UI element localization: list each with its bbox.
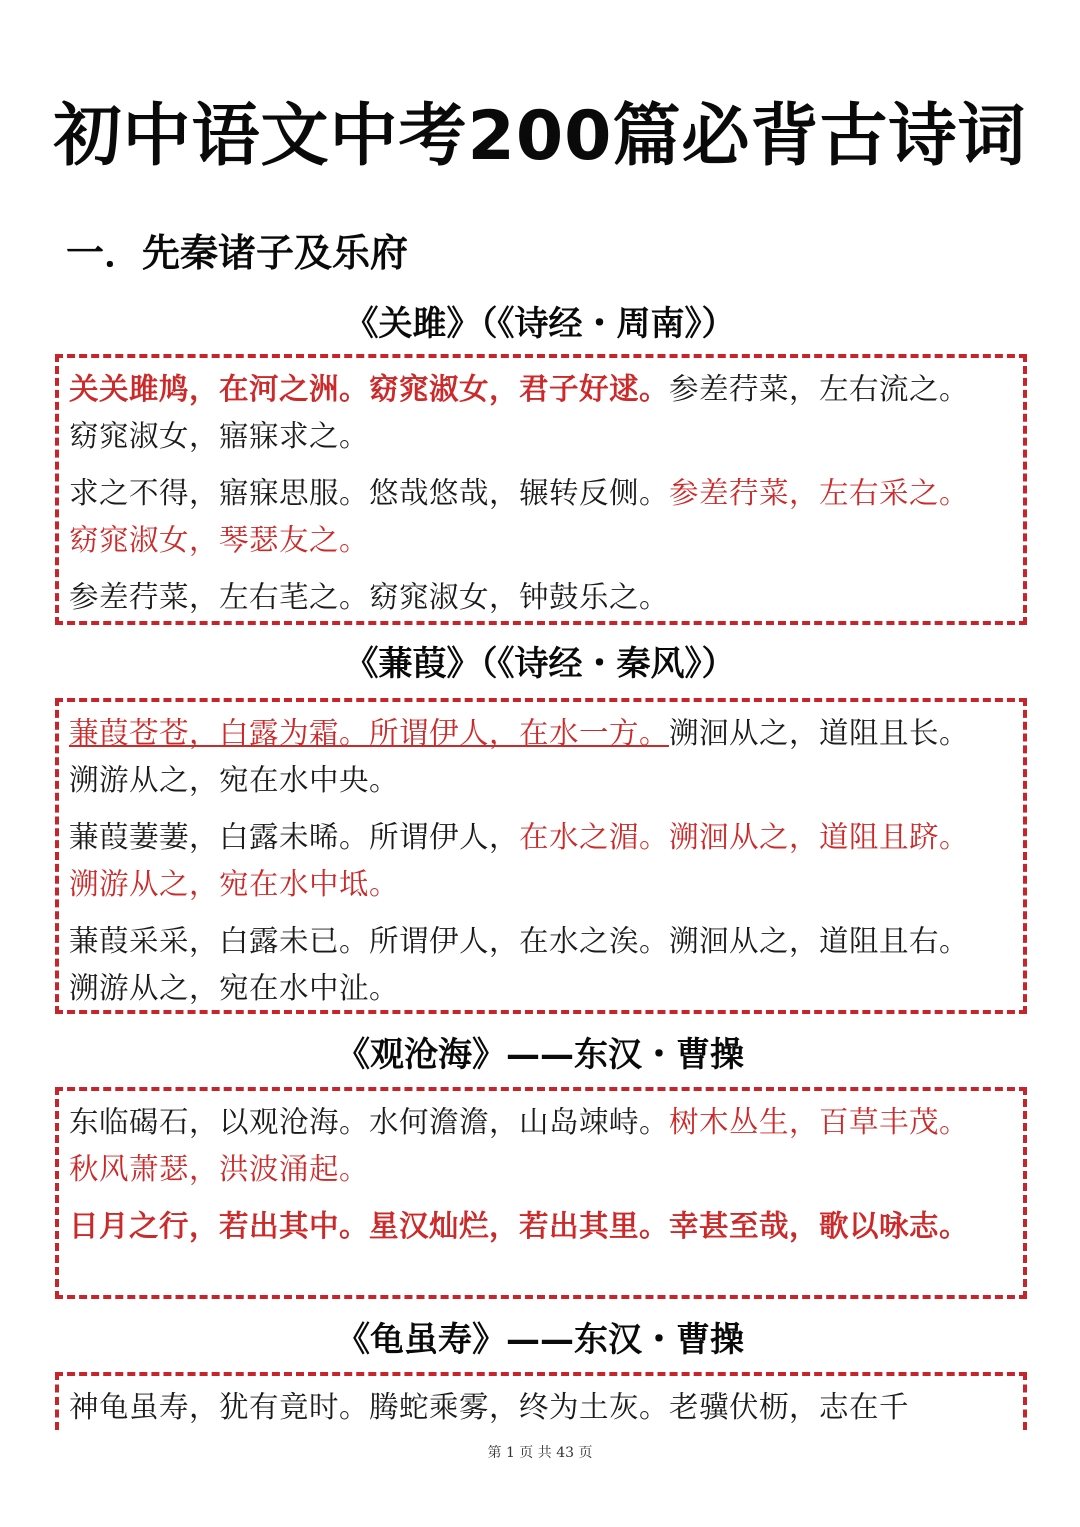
poem-paragraph xyxy=(69,814,983,908)
poem-paragraph xyxy=(69,470,983,564)
poem-line-underlined: 蒹葭苍苍，白露为霜。所谓伊人，在水一方。 xyxy=(69,716,670,750)
poem-heading-guisuishou: 《龟虽寿》——东汉・曹操 xyxy=(336,1320,744,1360)
poem-line: 求之不得，寤寐思服。悠哉悠哉，辗转反侧。 xyxy=(69,476,670,510)
poem-heading-guanju: 《关雎》（《诗经・周南》） xyxy=(344,304,736,344)
section-heading: 一．先秦诸子及乐府 xyxy=(66,231,409,275)
poem-line: 东临碣石，以观沧海。水何澹澹，山岛竦峙。 xyxy=(69,1105,670,1139)
poem-paragraph xyxy=(69,918,983,1012)
poem-line-highlight: 关关雎鸠，在河之洲。窈窕淑女，君子好逑。 xyxy=(69,372,670,406)
poem-paragraph xyxy=(69,1384,983,1430)
poem-line: 溯洄从之，道阻且长。溯游从之，宛在水中央。 xyxy=(69,716,970,797)
page-title: 初中语文中考200篇必背古诗词 xyxy=(53,97,1027,176)
poem-line-highlight: 参差荇菜，左右采之。窈窕淑女，琴瑟友之。 xyxy=(69,476,970,557)
poem-box-guanju xyxy=(55,354,1027,625)
poem-paragraph xyxy=(69,366,983,460)
poem-line: 神龟虽寿，犹有竟时。腾蛇乘雾，终为土灰。老骥伏枥，志在千 xyxy=(69,1390,910,1424)
poem-box-jianjia xyxy=(55,698,1027,1014)
poem-line: 参差荇菜，左右流之。窈窕淑女，寤寐求之。 xyxy=(69,372,970,453)
poem-paragraph xyxy=(69,1099,983,1193)
poem-line-highlight: 树木丛生，百草丰茂。秋风萧瑟，洪波涌起。 xyxy=(69,1105,970,1186)
poem-line: 参差荇菜，左右芼之。窈窕淑女，钟鼓乐之。 xyxy=(69,580,670,614)
poem-line-highlight: 日月之行，若出其中。星汉灿烂，若出其里。幸甚至哉，歌以咏志。 xyxy=(69,1209,970,1243)
poem-paragraph xyxy=(69,574,983,621)
poem-line-highlight: 在水之湄。溯洄从之，道阻且跻。溯游从之，宛在水中坻。 xyxy=(69,820,970,901)
poem-heading-jianjia: 《蒹葭》（《诗经・秦风》） xyxy=(344,644,736,684)
poem-box-guancanghai xyxy=(55,1087,1027,1299)
poem-paragraph xyxy=(69,710,983,804)
page-footer: 第 1 页 共 43 页 xyxy=(487,1445,593,1461)
poem-heading-guancanghai: 《观沧海》——东汉・曹操 xyxy=(336,1035,744,1075)
poem-line: 蒹葭采采，白露未已。所谓伊人，在水之涘。溯洄从之，道阻且右。溯游从之，宛在水中沚。 xyxy=(69,924,970,1005)
poem-box-guisuishou xyxy=(55,1372,1027,1430)
poem-paragraph xyxy=(69,1203,983,1250)
poem-line: 蒹葭萋萋，白露未晞。所谓伊人， xyxy=(69,820,520,854)
